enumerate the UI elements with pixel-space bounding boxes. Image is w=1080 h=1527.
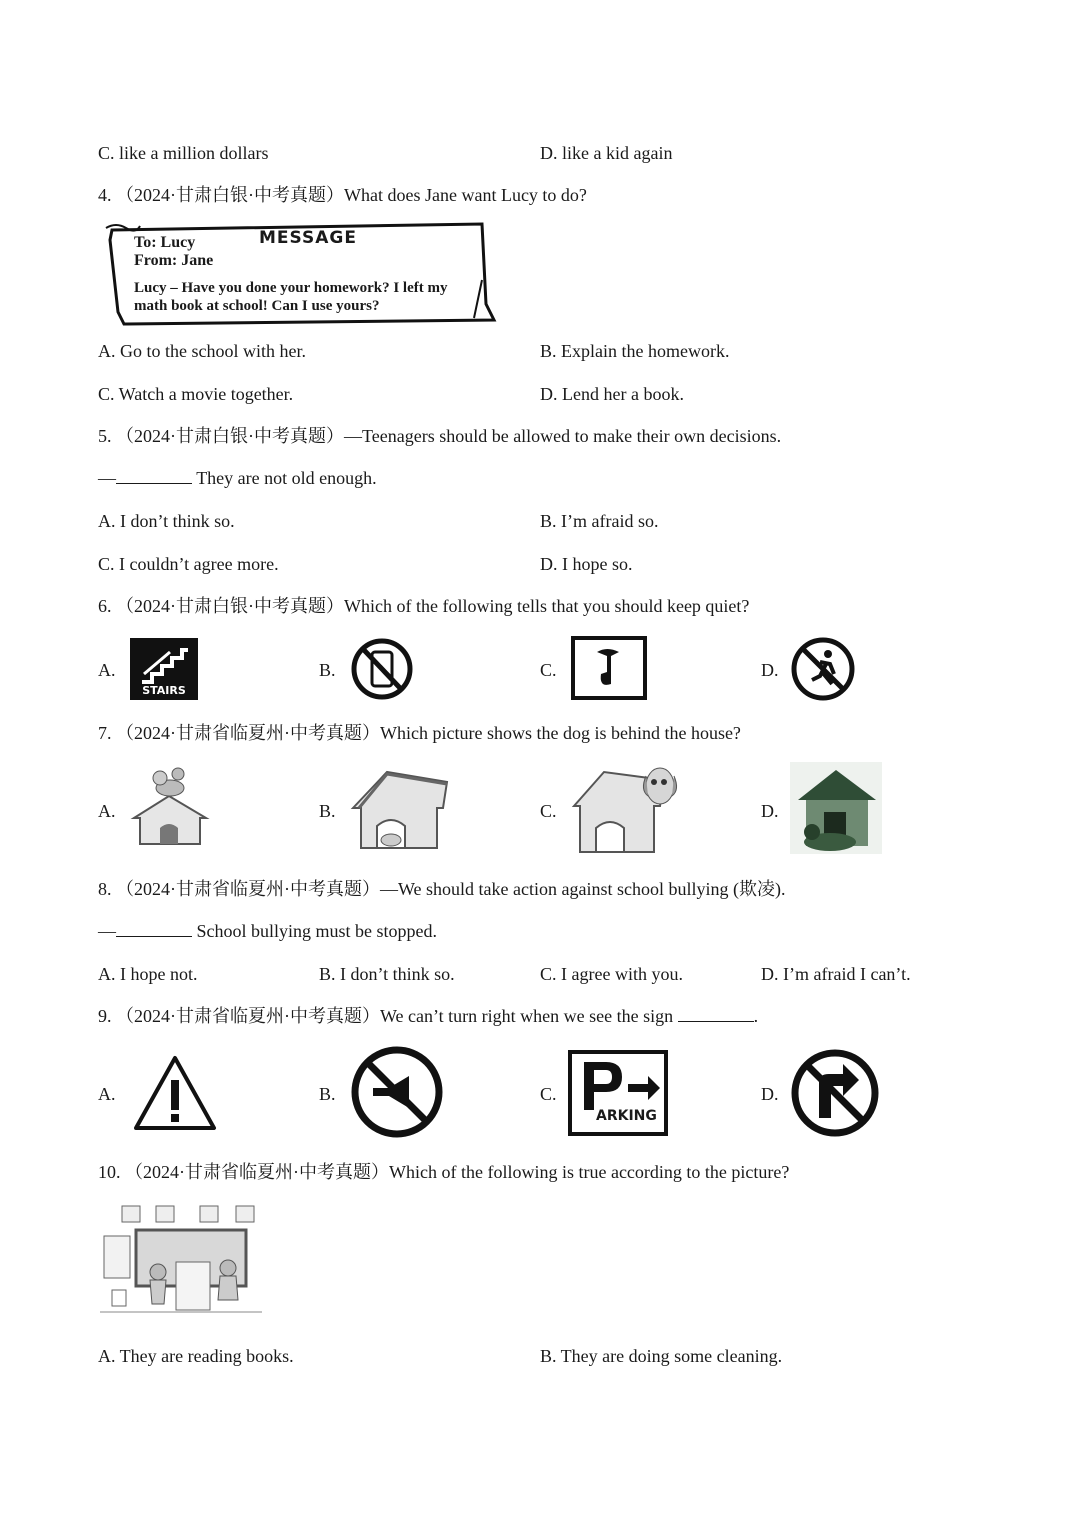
answer-blank	[116, 920, 192, 937]
dash: —	[98, 468, 116, 488]
q8-option-c: C. I agree with you.	[540, 964, 683, 984]
question-source: （2024·甘肃白银·中考真题）	[116, 596, 344, 616]
q5-option-b: B. I’m afraid so.	[540, 511, 659, 531]
q3-option-d: D. like a kid again	[540, 143, 673, 163]
q10-stem	[98, 1161, 789, 1183]
classroom-cleaning-image	[100, 1200, 262, 1318]
q4-option-a: A. Go to the school with her.	[98, 341, 306, 361]
q8-option-d: D. I’m afraid I can’t.	[761, 964, 911, 984]
q4-option-d: D. Lend her a book.	[540, 384, 684, 404]
q5-reply	[98, 467, 377, 489]
note-from: From: Jane	[134, 252, 214, 269]
q7-label-d: D.	[761, 801, 779, 821]
dog-behind-house-image	[568, 762, 690, 858]
q5-option-a: A. I don’t think so.	[98, 511, 235, 531]
question-number: 6.	[98, 596, 112, 616]
question-source: （2024·甘肃省临夏州·中考真题）	[116, 879, 380, 899]
q9-label-c: C.	[540, 1084, 557, 1104]
q6-stem	[98, 595, 749, 617]
question-number: 7.	[98, 723, 112, 743]
q5-option-c: C. I couldn’t agree more.	[98, 554, 279, 574]
q10-option-b: B. They are doing some cleaning.	[540, 1346, 783, 1366]
question-text: Which of the following tells that you should keep quiet?	[344, 596, 750, 616]
parking-sign-icon	[568, 1050, 668, 1136]
answer-blank	[678, 1005, 754, 1022]
q6-label-b: B.	[319, 660, 336, 680]
q4-stem	[98, 184, 587, 206]
note-body-line1: Lucy – Have you done your homework? I left my	[134, 280, 448, 296]
parking-label: ARKING	[596, 1108, 657, 1124]
question-source: （2024·甘肃省临夏州·中考真题）	[116, 723, 380, 743]
no-running-sign-icon	[790, 636, 856, 702]
question-text: What does Jane want Lucy to do?	[344, 185, 587, 205]
note-body-line2: math book at school! Can I use yours?	[134, 298, 380, 314]
q7-stem	[98, 722, 741, 744]
no-horn-sign-icon	[349, 1046, 445, 1138]
q8-option-b: B. I don’t think so.	[319, 964, 455, 984]
question-source: （2024·甘肃省临夏州·中考真题）	[116, 1006, 380, 1026]
message-note-image	[104, 220, 500, 326]
q7-label-a: A.	[98, 801, 116, 821]
q8-stem	[98, 878, 785, 900]
no-phone-sign-icon	[350, 636, 414, 702]
q6-label-c: C.	[540, 660, 557, 680]
q9-label-b: B.	[319, 1084, 336, 1104]
no-right-turn-sign-icon	[789, 1048, 881, 1138]
reply-text: School bullying must be stopped.	[196, 921, 437, 941]
question-source: （2024·甘肃白银·中考真题）	[116, 185, 344, 205]
q7-label-b: B.	[319, 801, 336, 821]
q8-reply	[98, 920, 437, 942]
stairs-label: STAIRS	[142, 684, 186, 697]
q6-label-a: A.	[98, 660, 116, 680]
question-text: —We should take action against school bullying (欺凌).	[380, 879, 786, 899]
question-text: We can’t turn right when we see the sign	[380, 1006, 674, 1026]
stairs-sign-icon	[130, 638, 198, 700]
question-number: 9.	[98, 1006, 112, 1026]
question-number: 10.	[98, 1162, 121, 1182]
note-title: MESSAGE	[259, 228, 357, 248]
answer-blank	[116, 467, 192, 484]
q4-option-b: B. Explain the homework.	[540, 341, 730, 361]
stem-end: .	[753, 1006, 759, 1026]
q5-option-d: D. I hope so.	[540, 554, 633, 574]
q3-option-c: C. like a million dollars	[98, 143, 269, 163]
dash: —	[98, 921, 116, 941]
keep-quiet-sign-icon	[571, 636, 647, 700]
q9-label-a: A.	[98, 1084, 116, 1104]
q4-option-c: C. Watch a movie together.	[98, 384, 294, 404]
question-text: Which picture shows the dog is behind the house?	[380, 723, 741, 743]
question-text: Which of the following is true according to the picture?	[389, 1162, 790, 1182]
q8-option-a: A. I hope not.	[98, 964, 198, 984]
question-source: （2024·甘肃白银·中考真题）	[116, 426, 344, 446]
question-number: 4.	[98, 185, 112, 205]
dog-in-house-image	[347, 764, 453, 852]
q9-label-d: D.	[761, 1084, 779, 1104]
warning-sign-icon	[132, 1054, 218, 1132]
q7-label-c: C.	[540, 801, 557, 821]
note-to: To: Lucy	[134, 234, 196, 251]
question-source: （2024·甘肃省临夏州·中考真题）	[125, 1162, 389, 1182]
q9-stem	[98, 1005, 758, 1027]
question-number: 5.	[98, 426, 112, 446]
reply-text: They are not old enough.	[196, 468, 377, 488]
dog-in-front-of-house-image	[790, 762, 882, 854]
q5-stem	[98, 425, 781, 447]
q10-option-a: A. They are reading books.	[98, 1346, 294, 1366]
question-number: 8.	[98, 879, 112, 899]
question-text: —Teenagers should be allowed to make their own decisions.	[344, 426, 782, 446]
dog-on-house-image	[126, 766, 212, 848]
q6-label-d: D.	[761, 660, 779, 680]
